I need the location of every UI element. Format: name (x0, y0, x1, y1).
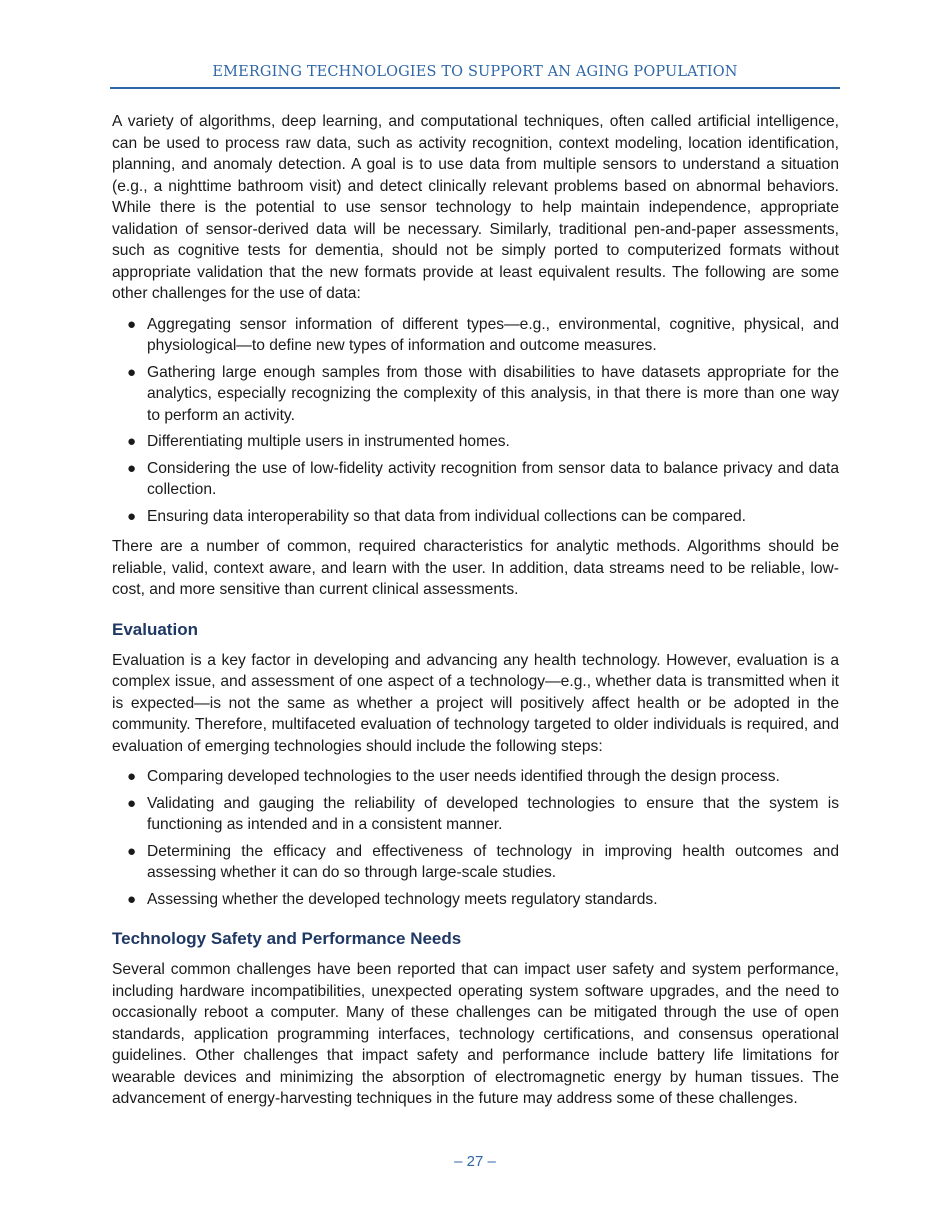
bullet-icon: ● (127, 507, 137, 525)
bullet-icon: ● (127, 459, 137, 477)
list-item-text: Validating and gauging the reliability of developed technologies to ensure that the system is functioning as intended and in a consistent manner. (147, 794, 839, 833)
bullet-icon: ● (127, 842, 137, 860)
bullet-icon: ● (127, 363, 137, 381)
list-item (112, 458, 839, 501)
list-item (112, 362, 839, 427)
list-item (112, 793, 839, 836)
list-item (112, 766, 839, 788)
bullet-icon: ● (127, 768, 137, 785)
running-header: EMERGING TECHNOLOGIES TO SUPPORT AN AGING POPULATION (110, 64, 840, 89)
intro-paragraph: A variety of algorithms, deep learning, and computational techniques, often called artificial intelligence, can be used to process raw data, such as activity recognition, context modeling, location identification, planning, and anomaly detection. A goal is to use data from multiple sensors to understand a situation (e.g., a nighttime bathroom visit) and detect clinically relevant problems based on abnormal behaviors. While there is the potential to use sensor technology to help maintain independence, appropriate validation of sensor-derived data will be necessary. Similarly, traditional pen-and-paper assessments, such as cognitive tests for dementia, should not be simply ported to computerized formats without appropriate validation that the new formats provide at least equivalent results. The following are some other challenges for the use of data: (112, 113, 839, 302)
list-item (112, 506, 839, 528)
list-item-text: Considering the use of low-fidelity activity recognition from sensor data to balance privacy and data collection. (147, 459, 839, 498)
list-item-text: Differentiating multiple users in instrumented homes. (147, 433, 510, 450)
list-item-text: Ensuring data interoperability so that data from individual collections can be compared. (147, 507, 746, 525)
list-item-text: Aggregating sensor information of different types—e.g., environmental, cognitive, physical, and physiological—to define new types of information and outcome measures. (147, 315, 839, 354)
bullet-icon: ● (127, 315, 137, 333)
bullet-icon: ● (127, 794, 137, 812)
list-item (112, 841, 839, 884)
list-item (112, 314, 839, 357)
section-heading-safety: Technology Safety and Performance Needs (112, 929, 462, 948)
list-item-text: Gathering large enough samples from those with disabilities to have datasets appropriate for the analytics, especially recognizing the complexity of this analysis, in that there is more than one way to perform an activity. (147, 363, 839, 424)
bullet-icon: ● (127, 433, 137, 450)
evaluation-paragraph: Evaluation is a key factor in developing and advancing any health technology. However, evaluation is a complex issue, and assessment of one aspect of a technology—e.g., whether data is transmitted when it is expected—is not the same as whether a project will positively affect health or be adopted in the community. Therefore, multifaceted evaluation of technology targeted to older individuals is required, and evaluation of emerging technologies should include the following steps: (112, 651, 839, 755)
page-content (112, 111, 839, 1119)
list-item-text: Comparing developed technologies to the user needs identified through the design process. (147, 768, 780, 785)
evaluation-steps-list (112, 766, 839, 910)
list-item-text: Determining the efficacy and effectiveness of technology in improving health outcomes and assessing whether it can do so through large-scale studies. (147, 842, 839, 881)
analytics-paragraph: There are a number of common, required characteristics for analytic methods. Algorithms should be reliable, valid, context aware, and learn with the user. In addition, data streams need to be reliable, low-cost, and more sensitive than current clinical assessments. (112, 538, 839, 598)
section-heading-evaluation: Evaluation (112, 619, 198, 639)
page-number: – 27 – (454, 1153, 496, 1170)
safety-paragraph: Several common challenges have been reported that can impact user safety and system performance, including hardware incompatibilities, unexpected operating system software upgrades, and the need to occasionally reboot a computer. Many of these challenges can be mitigated through the use of open standards, application programming interfaces, technology certifications, and consensus operational guidelines. Other challenges that impact safety and performance include battery life limitations for wearable devices and minimizing the absorption of electromagnetic energy by human tissues. The advancement of energy-harvesting techniques in the future may address some of these challenges. (112, 961, 839, 1107)
list-item (112, 889, 839, 911)
bullet-icon: ● (127, 890, 137, 908)
list-item-text: Assessing whether the developed technology meets regulatory standards. (147, 890, 658, 908)
data-challenges-list (112, 314, 839, 528)
list-item (112, 431, 839, 453)
